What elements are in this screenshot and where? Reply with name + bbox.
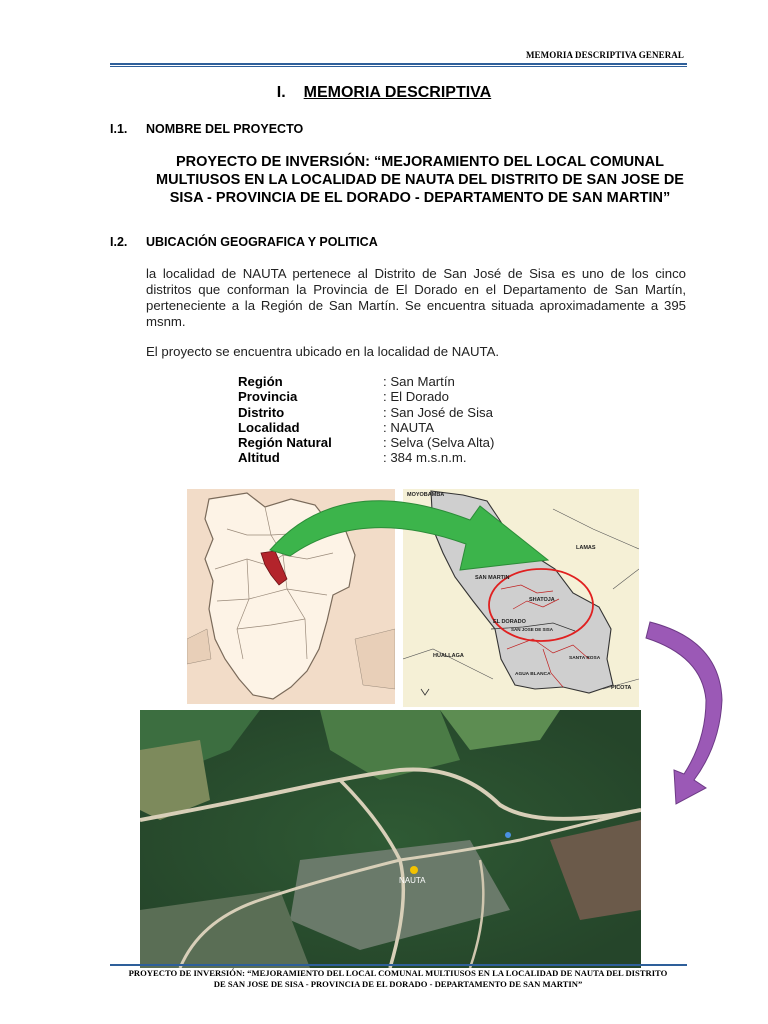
info-label: Distrito (238, 404, 285, 420)
title-number: I. (276, 84, 286, 101)
section-title: UBICACIÓN GEOGRAFICA Y POLITICA (146, 235, 378, 249)
footer-line-2: DE SAN JOSE DE SISA - PROVINCIA DE EL DORADO - DEPARTAMENTO DE SAN MARTIN” (213, 979, 583, 989)
map-label-san-jose-de-sisa: SAN JOSE DE SISA (511, 627, 554, 632)
map-label-santa-rosa: SANTA ROSA (569, 656, 601, 661)
info-label: Provincia (238, 389, 298, 405)
map-label-agua-blanca: AGUA BLANCA (515, 672, 551, 677)
header-rule (110, 63, 687, 65)
info-value: : San José de Sisa (383, 404, 493, 420)
section-title: NOMBRE DEL PROYECTO (146, 122, 304, 136)
header-rule-thin (110, 66, 687, 67)
project-location-paragraph: El proyecto se encuentra ubicado en la localidad de NAUTA. (146, 344, 500, 359)
info-value: : San Martín (383, 374, 455, 389)
title-text: MEMORIA DESCRIPTIVA (303, 84, 492, 101)
map-label-picota: PICOTA (611, 685, 632, 691)
map-label-lamas: LAMAS (576, 545, 596, 551)
footer (100, 968, 696, 990)
info-label: Región (238, 374, 283, 389)
info-value: : 384 m.s.n.m. (383, 450, 467, 466)
info-label: Altitud (238, 450, 280, 466)
map-label-san-martin: SAN MARTIN (475, 575, 510, 581)
info-row-region (238, 374, 494, 389)
section-number: I.1. (110, 122, 128, 136)
project-name: PROYECTO DE INVERSIÓN: “MEJORAMIENTO DEL LOCAL COMUNAL MULTIUSOS EN LA LOCALIDAD DE NAUTA DEL DISTRITO DE SAN JOSE DE SISA - PROVINCIA DE EL DORADO - DEPARTAMENTO DE SAN MARTIN” (156, 154, 684, 206)
running-header: MEMORIA DESCRIPTIVA GENERAL (525, 50, 684, 60)
province-map (403, 489, 639, 707)
footer-rule (110, 964, 687, 966)
section-heading-ubicacion (110, 235, 378, 249)
info-row-provincia (238, 389, 494, 404)
section-heading-nombre (110, 122, 303, 136)
map-label-shatoja: SHATOJA (529, 597, 555, 603)
info-row-distrito (238, 405, 494, 420)
region-map (187, 489, 395, 704)
section-number: I.2. (110, 235, 128, 249)
info-row-localidad (238, 420, 494, 435)
region-map-drawing (187, 489, 395, 704)
map-label-el-dorado: EL DORADO (493, 619, 526, 625)
purple-arrow (646, 622, 722, 804)
aerial-label-nauta: NAUTA (399, 876, 426, 885)
page-title (0, 84, 768, 102)
info-value: : NAUTA (383, 419, 435, 435)
map-label-moyobamba: MOYOBAMBA (407, 492, 445, 498)
info-row-altitud (238, 450, 494, 465)
footer-line-1: PROYECTO DE INVERSIÓN: “MEJORAMIENTO DEL LOCAL COMUNAL MULTIUSOS EN LA LOCALIDAD DE NAUTA DEL DISTRITO (128, 968, 668, 978)
location-info-table (238, 374, 494, 466)
info-value: : Selva (Selva Alta) (383, 435, 495, 451)
map-label-huallaga: HUALLAGA (433, 653, 464, 659)
location-paragraph: la localidad de NAUTA pertenece al Distrito de San José de Sisa es uno de los cinco distritos que conforman la Provincia de El Dorado en el Departamento de San Martín, perteneciente a la Región de San Martín. Se encuentra situada aproximadamente a 395 msnm. (146, 266, 686, 329)
info-label: Región Natural (238, 435, 332, 451)
aerial-photo (140, 710, 641, 968)
info-label: Localidad (238, 419, 300, 435)
info-value: : El Dorado (383, 389, 449, 405)
info-row-region-natural (238, 435, 494, 450)
aerial-photo-drawing (140, 710, 641, 968)
